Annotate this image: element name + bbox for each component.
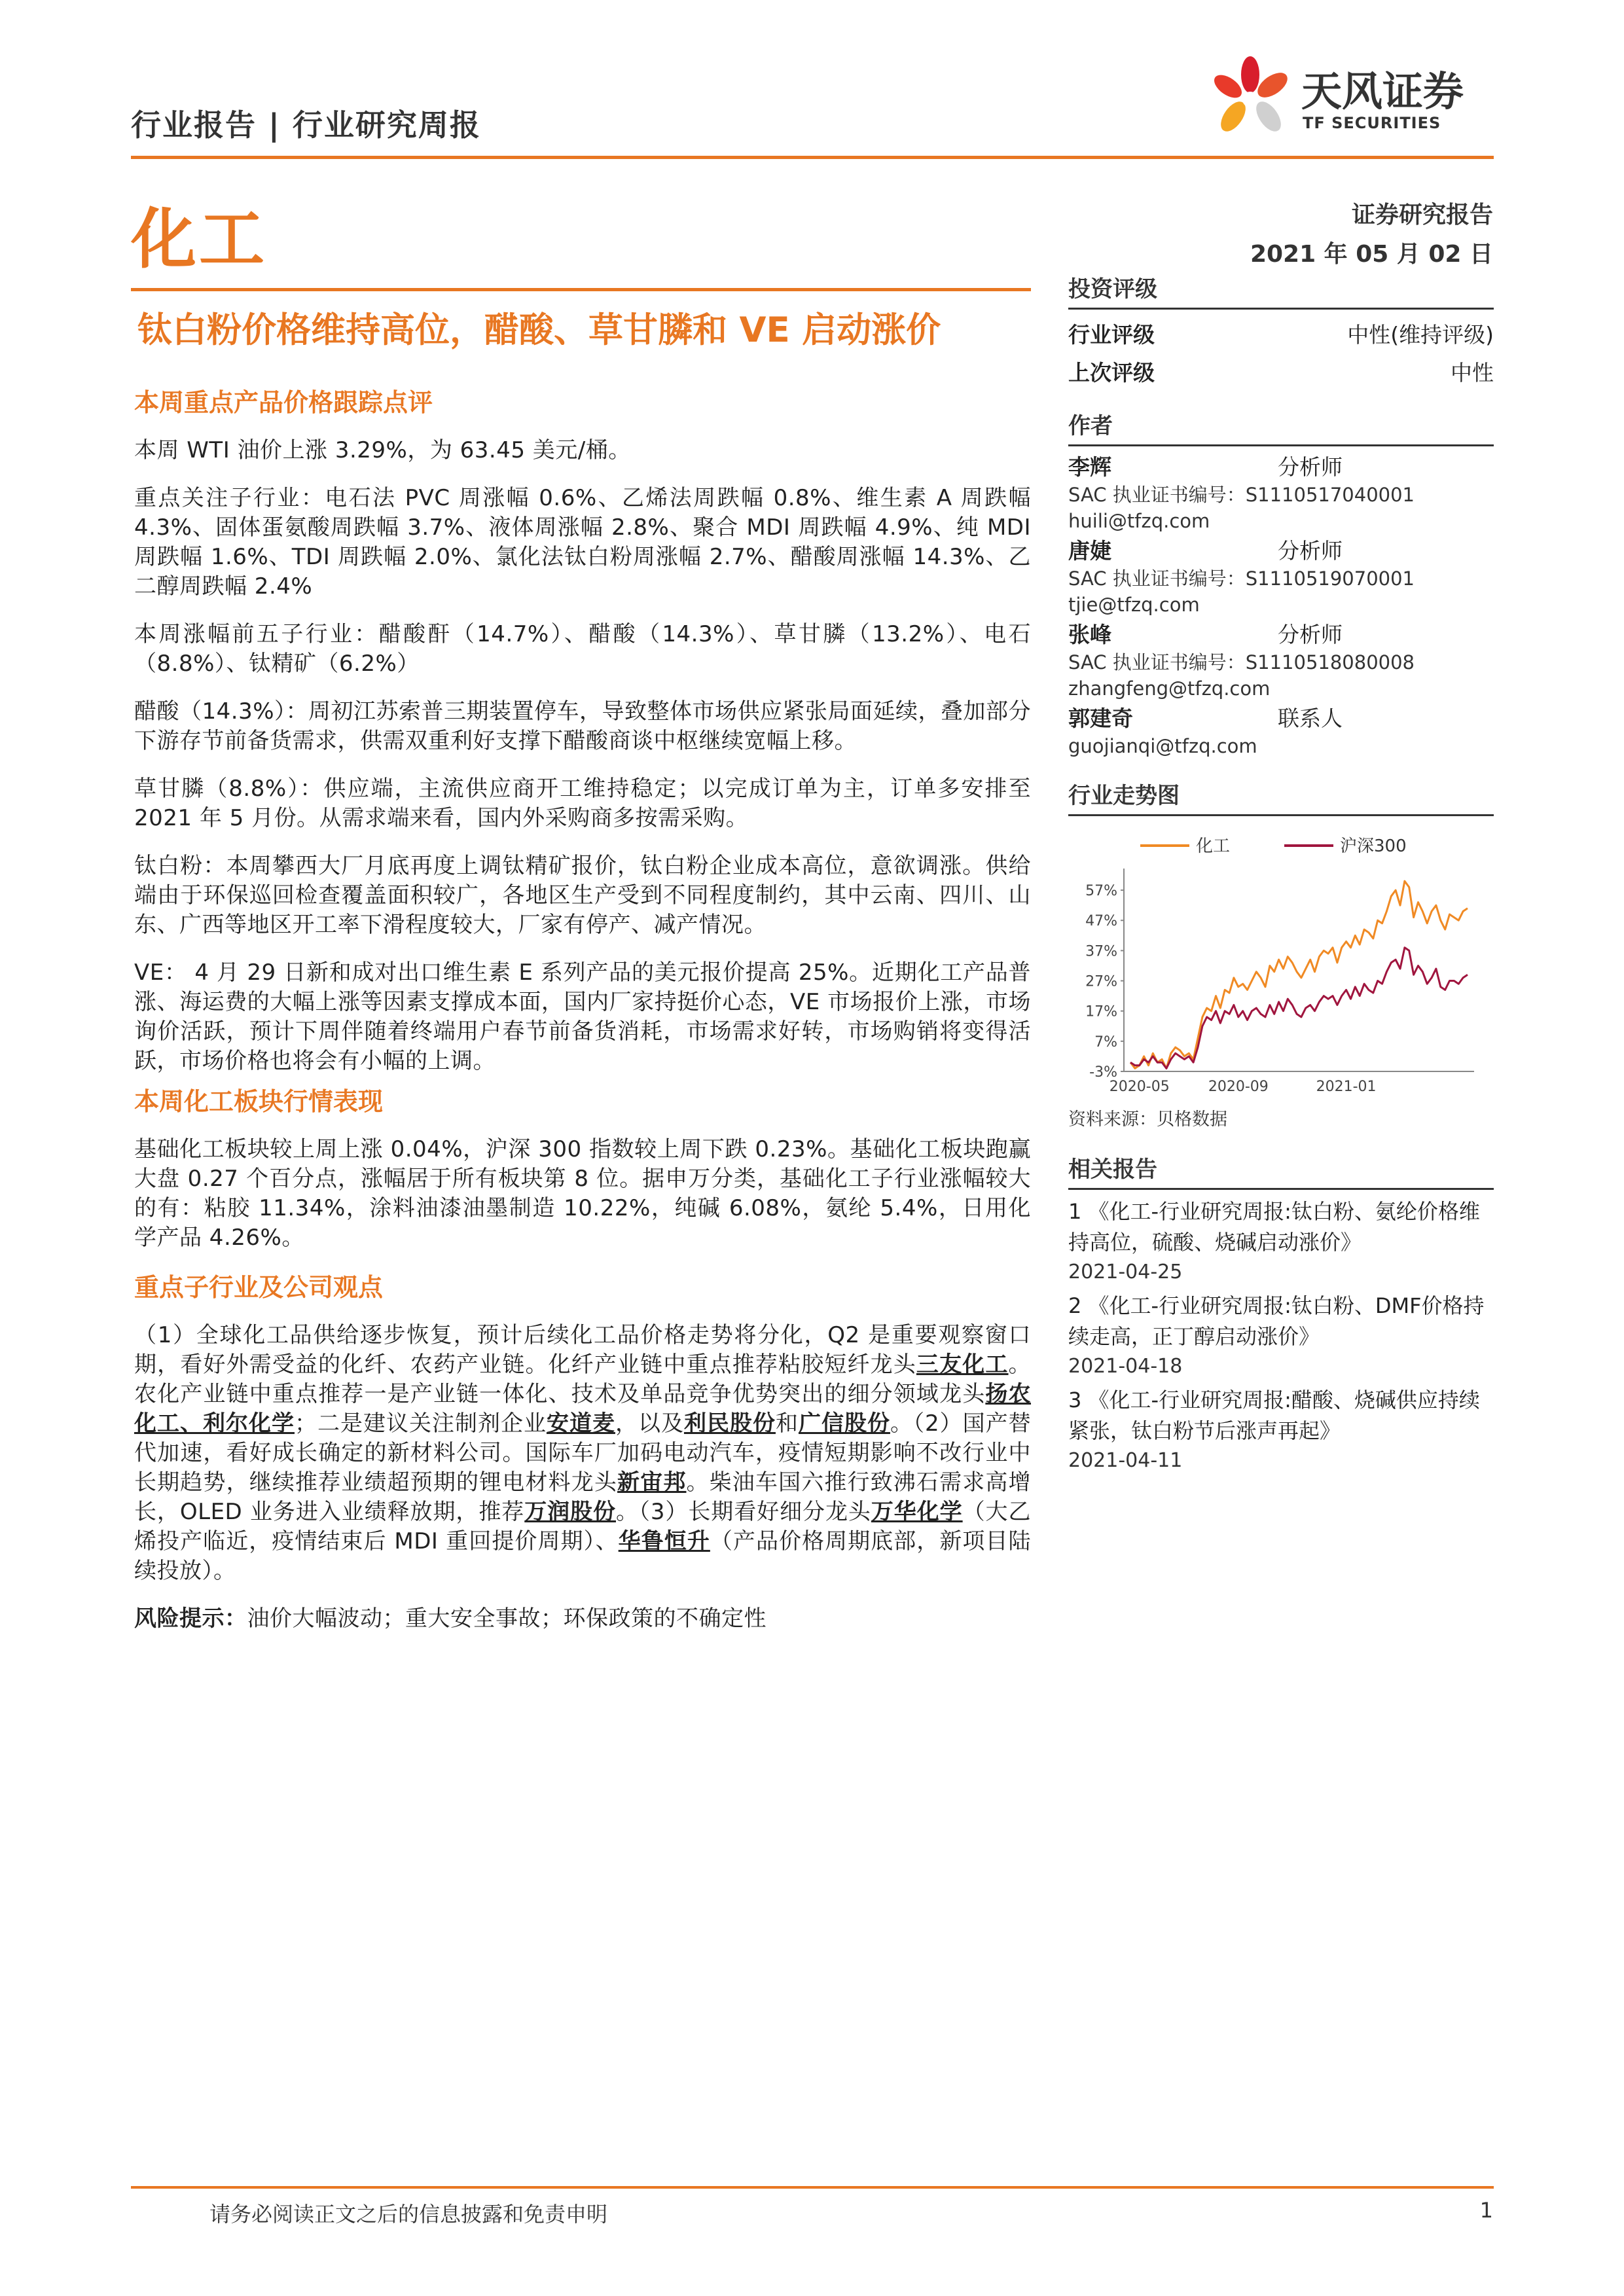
logo-name-en: TF SECURITIES: [1303, 114, 1441, 132]
related-report-link[interactable]: 2 《化工-行业研究周报:钛白粉、DMF价格持续走高，正丁醇启动涨价》: [1068, 1293, 1485, 1349]
y-tick-label: 47%: [1085, 913, 1117, 930]
company-keyword: 广信股份: [798, 1410, 890, 1437]
rating-value: 中性: [1451, 360, 1494, 386]
text-segment: ，以及: [615, 1410, 684, 1437]
company-keyword: 扬农化工、利尔化学: [134, 1381, 1032, 1437]
sector-title: 化工: [131, 201, 267, 278]
industry-trend-chart: [1068, 823, 1494, 1104]
paragraph-top-five: 本周涨幅前五子行业：醋酸酐（14.7%）、醋酸（14.3%）、草甘膦（13.2%）、电石（8.8%）、钛精矿（6.2%）: [134, 621, 1031, 677]
text-segment: 。（2）国产替代加速，看好成长确定的新材料公司。国际车厂加码电动汽车，疫情短期影响不改行业中长期趋势，继续推荐业绩超预期的锂电材料龙头: [134, 1410, 1032, 1496]
text-segment: （1）全球化工品供给逐步恢复，预计后续化工品价格走势将分化，Q2 是重要观察窗口期，看好外需受益的化纤、农药产业链。化纤产业链中重点推荐粘胶短纤龙头: [134, 1322, 1031, 1378]
y-tick-label: 37%: [1085, 943, 1117, 960]
section-heading: 本周重点产品价格跟踪点评: [134, 388, 433, 417]
authors-heading: 作者: [1068, 412, 1494, 446]
x-tick-label: 2021-01: [1316, 1079, 1377, 1095]
author-name: 唐婕: [1068, 538, 1111, 564]
company-keyword: 万润股份: [524, 1499, 616, 1525]
related-report-date: 2021-04-18: [1068, 1355, 1183, 1378]
paragraph-titanium-dioxide: 钛白粉：本周攀西大厂月底再度上调钛精矿报价，钛白粉企业成本高位，意欲调涨。供给端由于环保巡回检查覆盖面积较广，各地区生产受到不同程度制约，其中云南、四川、山东、广西等地区开工率下滑程度较大，厂家有停产、减产情况。: [134, 853, 1031, 938]
series-line-化工: [1130, 881, 1468, 1068]
chart-source: 资料来源：贝格数据: [1068, 1109, 1227, 1130]
rating-value: 中性(维持评级): [1347, 322, 1494, 348]
company-logo: [1204, 54, 1492, 145]
author-entry: [1068, 704, 1494, 759]
author-email[interactable]: guojianqi@tfzq.com: [1068, 735, 1257, 757]
company-keyword: 利民股份: [683, 1410, 776, 1437]
header-divider: [131, 156, 1494, 159]
logo-flower-icon: [1204, 54, 1296, 145]
company-keyword: 新宙邦: [617, 1469, 687, 1496]
report-category: 行业报告 | 行业研究周报: [131, 107, 481, 143]
paragraph-oil: 本周 WTI 油价上涨 3.29%，为 63.45 美元/桶。: [134, 437, 631, 463]
paragraph-subsectors: 重点关注子行业：电石法 PVC 周涨幅 0.6%、乙烯法周跌幅 0.8%、维生素 A 周跌幅 4.3%、固体蛋氨酸周跌幅 3.7%、液体周涨幅 2.8%、聚合 MDI 周跌幅 4.9%、纯 MDI 周跌幅 1.6%、TDI 周跌幅 2.0%、氯化法钛白粉周涨幅 2.7%、醋酸周涨幅 14.3%、乙二醇周跌幅 2.4%: [134, 485, 1031, 600]
text-segment: 。（3）长期看好细分龙头: [615, 1499, 871, 1525]
author-cert: SAC 执业证书编号：S1110519070001: [1068, 567, 1415, 590]
author-entry: [1068, 620, 1494, 702]
section-heading: 重点子行业及公司观点: [134, 1273, 384, 1302]
author-email[interactable]: huili@tfzq.com: [1068, 510, 1210, 532]
sidebar: [1068, 275, 1494, 1479]
text-segment: （产品价格周期底部，新项目陆续投放）。: [134, 1528, 1031, 1584]
text-segment: 和: [775, 1410, 799, 1437]
company-keyword: 华鲁恒升: [618, 1528, 710, 1554]
author-role: 分析师: [1278, 622, 1343, 647]
author-cert: SAC 执业证书编号：S1110518080008: [1068, 651, 1415, 673]
paragraph-market: 基础化工板块较上周上涨 0.04%，沪深 300 指数较上周下跌 0.23%。基础化工板块跑赢大盘 0.27 个百分点，涨幅居于所有板块第 8 位。据申万分类，基础化工子行业涨幅较大的有：粘胶 11.34%，涂料油漆油墨制造 10.22%，纯碱 6.08%，氨纶 5.4%，日用化学产品 4.26%。: [134, 1136, 1031, 1251]
y-tick-label: 57%: [1085, 883, 1117, 900]
paragraph-acetic-acid: 醋酸（14.3%）：周初江苏索普三期装置停车，导致整体市场供应紧张局面延续，叠加部分下游存节前备货需求，供需双重利好支撑下醋酸商谈中枢继续宽幅上移。: [134, 698, 1032, 754]
disclaimer-note: 请务必阅读正文之后的信息披露和免责申明: [209, 2202, 608, 2227]
author-role: 分析师: [1278, 454, 1343, 480]
author-entry: [1068, 537, 1494, 618]
text-segment: 。农化产业链中重点推荐一是产业链一体化、技术及单品竞争优势突出的细分领域龙头: [134, 1352, 1032, 1407]
logo-name: 天风证券: [1301, 67, 1464, 115]
rating-heading: 投资评级: [1068, 275, 1494, 310]
author-cert: SAC 执业证书编号：S1110517040001: [1068, 484, 1415, 506]
rating-label: 上次评级: [1068, 360, 1155, 386]
text-segment: 。柴油车国六推行致沸石需求高增长，OLED 业务进入业绩释放期，推荐: [134, 1469, 1032, 1525]
text-segment: ；二是建议关注制剂企业: [294, 1410, 547, 1437]
report-title: 钛白粉价格维持高位，醋酸、草甘膦和 VE 启动涨价: [137, 310, 941, 350]
x-tick-label: 2020-09: [1208, 1079, 1269, 1095]
main-content: [134, 386, 1031, 1652]
page-number: 1: [1479, 2198, 1493, 2223]
author-email[interactable]: zhangfeng@tfzq.com: [1068, 677, 1271, 700]
trend-heading: 行业走势图: [1068, 781, 1494, 816]
related-heading: 相关报告: [1068, 1155, 1494, 1190]
author-role: 分析师: [1278, 538, 1343, 564]
section-heading: 本周化工板块行情表现: [134, 1087, 384, 1116]
report-date: 2021 年 05 月 02 日: [1250, 241, 1493, 268]
author-entry: [1068, 453, 1494, 534]
text-segment: （大乙烯投产临近，疫情结束后 MDI 重回提价周期）、: [134, 1499, 1031, 1554]
y-tick-label: 17%: [1085, 1003, 1117, 1020]
paragraph-ve: VE： 4 月 29 日新和成对出口维生素 E 系列产品的美元报价提高 25%。近期化工产品普涨、海运费的大幅上涨等因素支撑成本面，国内厂家持挺价心态，VE 市场报价上涨，市场询价活跃，预计下周伴随着终端用户春节前备货消耗，市场需求好转，市场购销将变得活跃，市场价格也将会有小幅的上调。: [134, 960, 1031, 1074]
y-tick-label: 7%: [1094, 1033, 1117, 1050]
rating-row: [1068, 316, 1494, 354]
related-report-date: 2021-04-11: [1068, 1449, 1183, 1472]
y-tick-label: 27%: [1085, 973, 1117, 990]
related-report-link[interactable]: 1 《化工-行业研究周报:钛白粉、氨纶价格维持高位，硫酸、烧碱启动涨价》: [1068, 1199, 1480, 1255]
document-type: 证券研究报告: [1351, 202, 1493, 228]
risk-text: 油价大幅波动；重大安全事故；环保政策的不确定性: [247, 1605, 767, 1632]
company-keyword: 万华化学: [871, 1499, 963, 1525]
paragraph-views: [134, 1321, 1031, 1586]
author-role: 联系人: [1278, 706, 1343, 731]
author-name: 郭建奇: [1068, 706, 1133, 731]
author-name: 李辉: [1068, 454, 1111, 480]
y-tick-label: -3%: [1089, 1064, 1117, 1081]
legend-label: 化工: [1196, 836, 1231, 856]
author-name: 张峰: [1068, 622, 1111, 647]
x-tick-label: 2020-05: [1109, 1079, 1170, 1095]
author-email[interactable]: tjie@tfzq.com: [1068, 594, 1200, 616]
risk-warning: [134, 1604, 1031, 1634]
legend-label: 沪深300: [1340, 836, 1407, 856]
footer-divider: [131, 2186, 1494, 2189]
related-report-link[interactable]: 3 《化工-行业研究周报:醋酸、烧碱供应持续紧张，钛白粉节后涨声再起》: [1068, 1388, 1480, 1443]
rating-row: [1068, 354, 1494, 392]
related-report-date: 2021-04-25: [1068, 1261, 1183, 1283]
rating-label: 行业评级: [1068, 322, 1155, 348]
risk-label: 风险提示：: [134, 1605, 247, 1632]
company-keyword: 安道麦: [546, 1410, 615, 1437]
title-divider: [131, 288, 1031, 291]
paragraph-glyphosate: 草甘膦（8.8%）：供应端，主流供应商开工维持稳定；以完成订单为主，订单多安排至 2021 年 5 月份。从需求端来看，国内外采购商多按需采购。: [134, 776, 1031, 831]
company-keyword: 三友化工: [916, 1352, 1009, 1378]
